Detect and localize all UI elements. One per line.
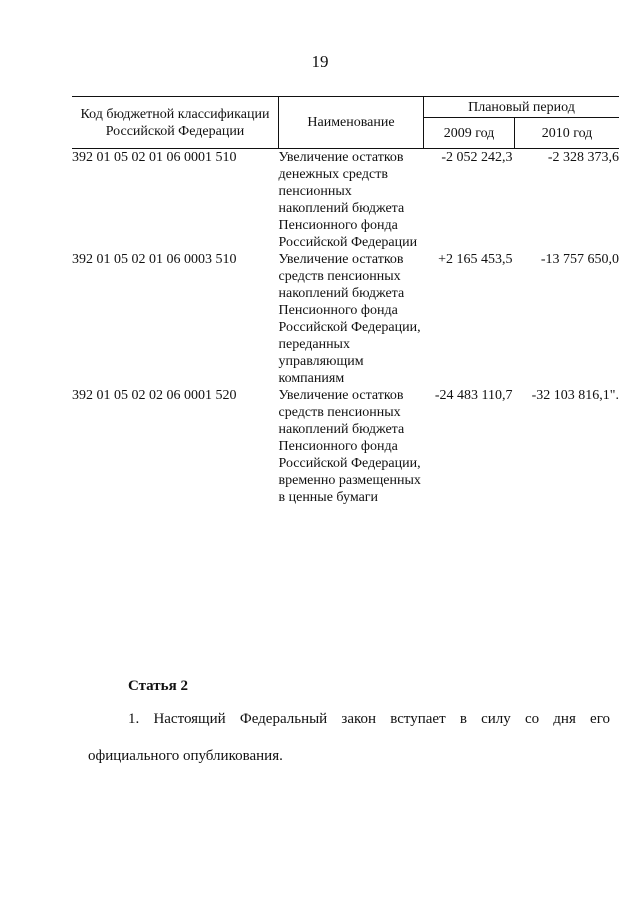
article-paragraph-1-continuation: официального опубликования. <box>88 748 283 764</box>
table-row <box>72 387 619 506</box>
table-header <box>72 97 619 149</box>
header-name: Наименование <box>279 97 424 149</box>
header-planned-period: Плановый период <box>424 97 620 118</box>
header-year-2009: 2009 год <box>424 118 515 149</box>
article-title: Статья 2 <box>128 678 188 694</box>
row-value-2010: -13 757 650,0 <box>540 252 619 267</box>
row-value-2009: -24 483 110,7 <box>434 388 513 403</box>
row-value-2009: +2 165 453,5 <box>438 252 513 267</box>
table-body <box>72 149 619 507</box>
row-value-2010: -32 103 816,1". <box>531 388 619 403</box>
page-number: 19 <box>311 52 329 71</box>
header-code: Код бюджетной классификации Российской Федерации <box>72 97 279 149</box>
article-paragraph-1: 1. Настоящий Федеральный закон вступает в силу со дня его <box>128 711 610 727</box>
row-name: Увеличение остатков денежных средств пенсионных накоплений бюджета Пенсионного фонда Российской Федерации <box>278 150 418 250</box>
header-row-top <box>72 97 619 118</box>
header-year-2010: 2010 год <box>515 118 620 149</box>
row-value-2010: -2 328 373,6 <box>547 150 619 165</box>
table-row <box>72 149 619 252</box>
budget-table <box>72 96 619 506</box>
row-name: Увеличение остатков средств пенсионных накоплений бюджета Пенсионного фонда Российской Федерации, временно размещенных в ценные бумаги <box>278 388 421 505</box>
row-value-2009: -2 052 242,3 <box>441 150 513 165</box>
row-name: Увеличение остатков средств пенсионных накоплений бюджета Пенсионного фонда Российской Федерации, переданных управляющим компаниям <box>278 252 421 386</box>
row-code: 392 01 05 02 01 06 0003 510 <box>72 252 237 267</box>
row-code: 392 01 05 02 01 06 0001 510 <box>72 150 237 165</box>
table-row <box>72 251 619 387</box>
row-code: 392 01 05 02 02 06 0001 520 <box>72 388 237 403</box>
